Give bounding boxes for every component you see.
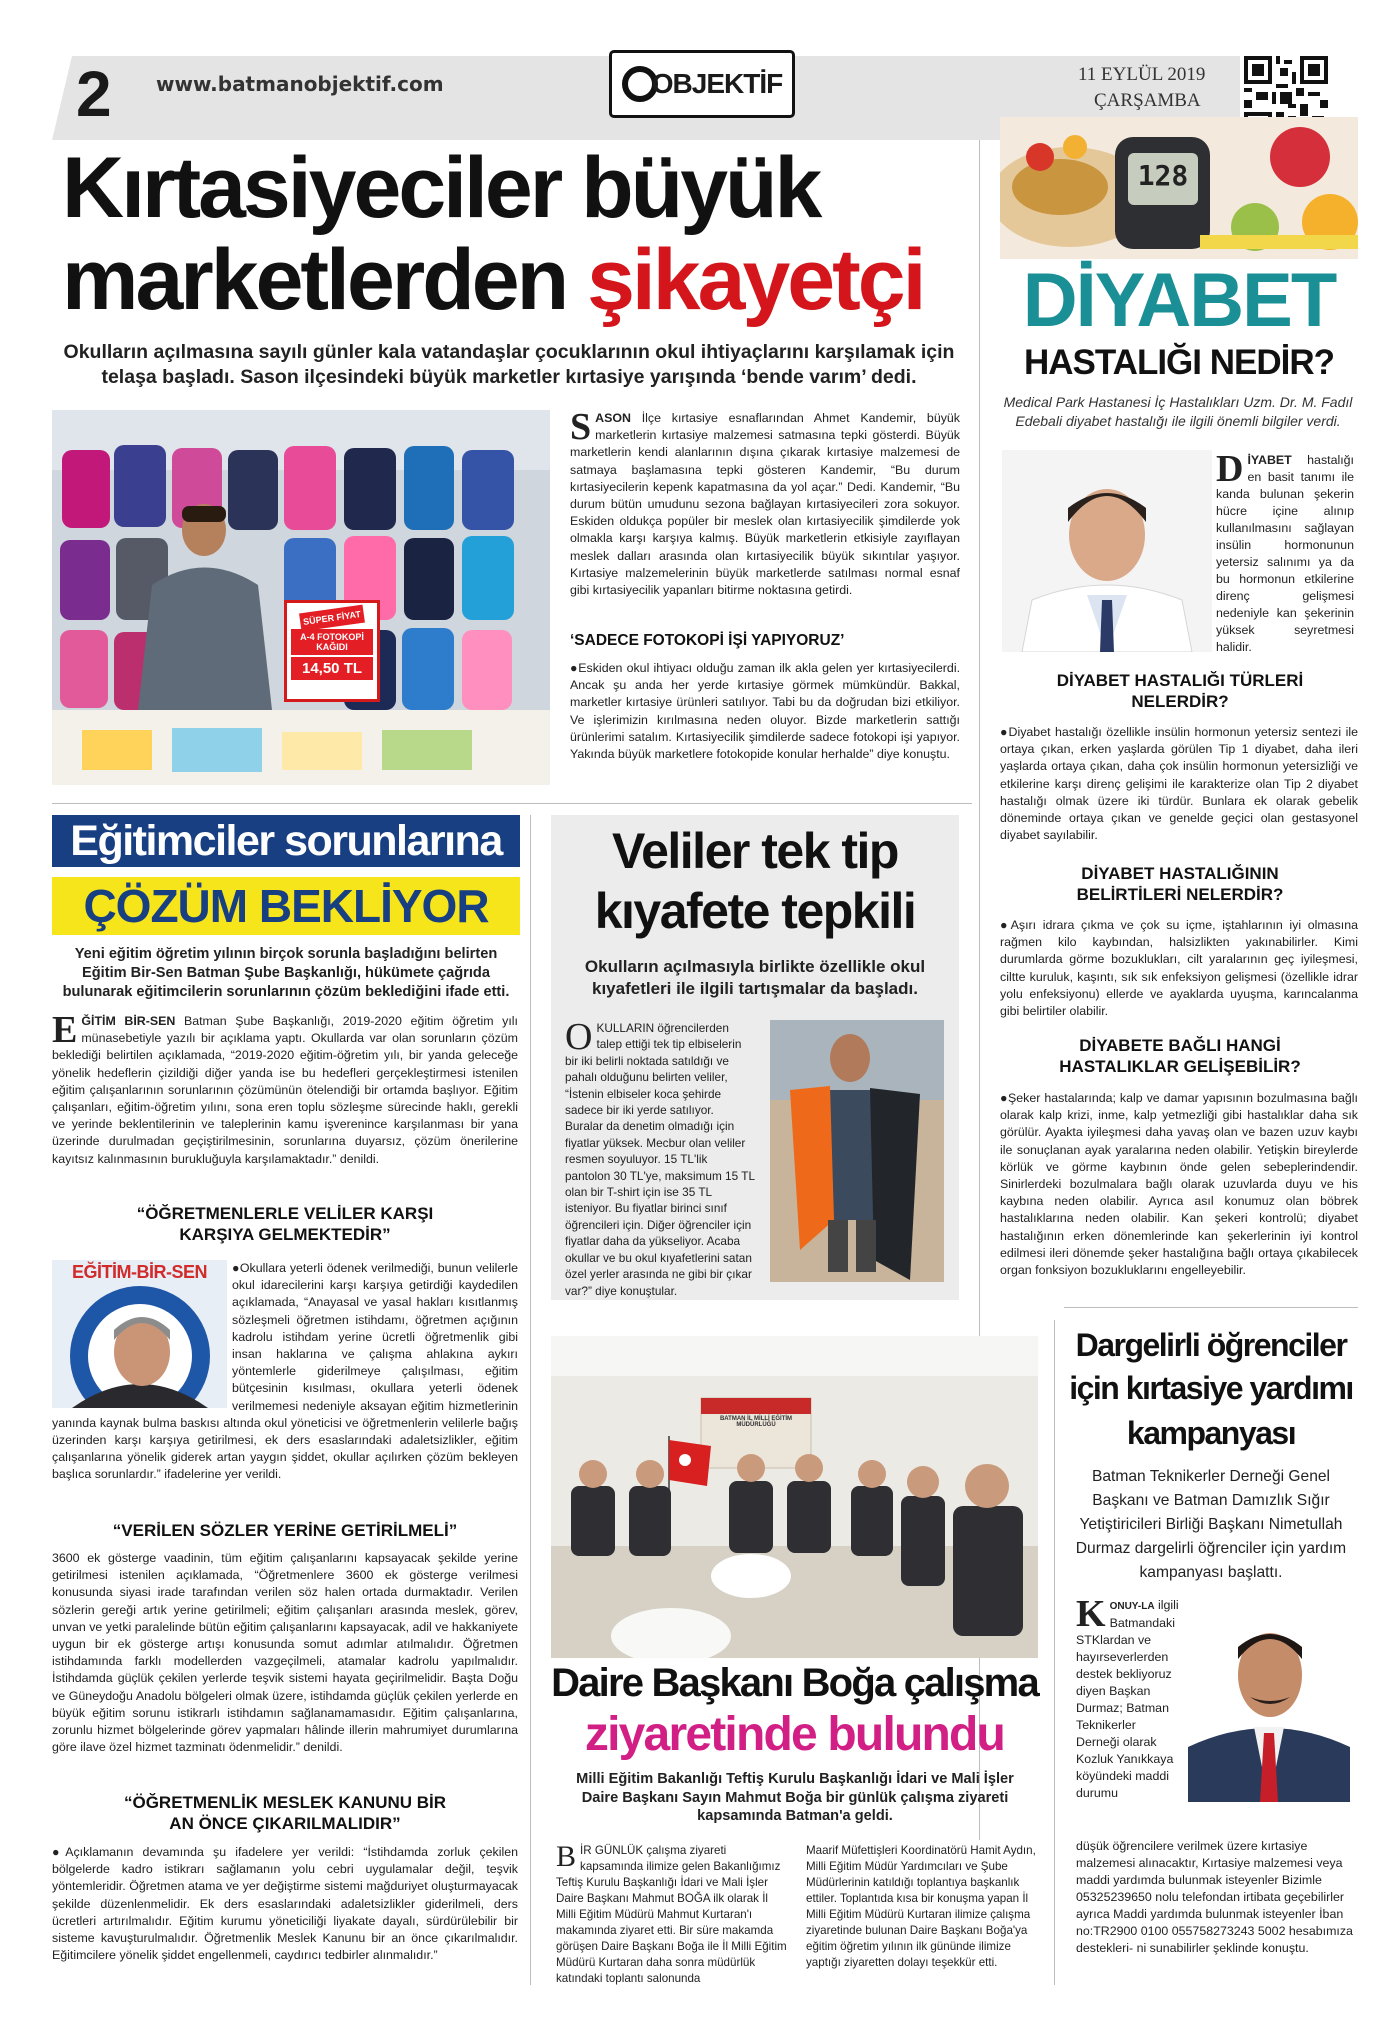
- meeting-photo: [551, 1336, 1038, 1658]
- divider-veliler-right: [979, 815, 980, 1315]
- diyabet-sub-2: DİYABET HASTALIĞININ BELİRTİLERİ NELERDİR?: [1076, 864, 1284, 904]
- boga-title-1: Daire Başkanı Boğa çalışma: [551, 1661, 1038, 1705]
- doctor-portrait-image: [1002, 450, 1212, 652]
- page-number: 2: [76, 58, 112, 130]
- diyabet-body-2: ● Diyabet hastalığı özellikle insülin hormonun yetersiz sentezi ile ortaya çıkan, erken yaşlarda görülen Tip 1 diyabet, daha ileri yaşlarda ortaya çıkan, daha çok insülin hormonun yetersizliği ve etkilerine karşı direnç gelişimi ile karakterize olan Tip 2 diyabet hastalığı olmak üzere iki türdür. Bunlara ek olarak gebelik döneminde ortaya çıkan ve genelde geçici olan gestasyonel diyabet sayılabilir.: [1000, 724, 1358, 844]
- boga-title-2: ziyaretinde bulundu: [584, 1708, 1005, 1761]
- logo-text: OBJEKTİF: [651, 68, 783, 99]
- veliler-dropcap: O: [565, 1016, 593, 1058]
- price-sign-burst: SÜPER FİYAT: [299, 605, 365, 632]
- egitim-body-2-text: ● Okullara yeterli ödenek verilmediği, bunun velilerle okul idarecilerini karşı karşıya getirdiği kaydedilen açıklamada, “Anayasal ve yasal hakları kısıtlanmış sözleşmeli öğretmen istihdamı, öğretmen açığının kadrolu istihdam yerine ücretli öğretmenlik gibi insan haklarına ve çalışma ahlakına aykırı yöntemlerle giderilmeye çalışılması, eğitim bütçesinin kısılması, okullara yeterli ödenek verilmemesi nedeniyle aksayan eğitim hizmetlerinin yanında kaynak bulma baskısı altında okul yöneticisi ve öğretmenlerin velilerle bağış üzerinden karşı karşıya getirilmesi, ek ders esaslarındaki adaletsizlikler, eğitim çalışanlarına yönelik giderek artan yaygın şiddet, okullar açılırken çözüm bekleyen başlıca sorunlardır.” ifadelerine yer verildi.: [52, 1261, 518, 1481]
- durmaz-photo: [1188, 1597, 1350, 1802]
- main-lead-word: ASON: [595, 411, 631, 425]
- egitim-sub-2: “VERİLEN SÖZLER YERİNE GETİRİLMELİ”: [112, 1521, 458, 1540]
- egitim-title-2: ÇÖZÜM BEKLİYOR: [52, 877, 520, 935]
- egitim-title-1: Eğitimciler sorunlarına: [52, 815, 520, 867]
- veliler-body-text: KULLARIN öğrencilerden talep ettiği tek tip elbiselerin bir iki belirli noktada satıldığı ve pahalı olduğunu belirten veliler, “İstenin elbiseler koca şehirde sadece bir iki yerde satılıyor. Buralar da denetim olmadığı için fiyatlar yüksek. Mecbur olan veliler resmen soyuluyor. 15 TL'lik pantolon 30 TL'ye, maksimum 15 TL olan bir T-shirt için ise 35 TL isteniyor. Bu fiyatlar birinci sınıf öğrencileri için. Diğer öğrenciler için fiyatlar daha da yükseliyor. Acaba okullar ve bu okul kıyafetlerini satan özel yerler arasında ne gibi bir çıkar var?” diye konuştular.: [565, 1021, 755, 1298]
- boga-col-1: [556, 1840, 789, 1987]
- diyabet-body-1-text: hastalığı en basit tanımı ile kanda bulunan şekerin hücre içine alınıp kullanılmasını sağlayan insülin hormonunun yetersiz salınımı ya da bu hormonun etkilerine direnç gelişmesi nedeniyle kan şekerinin yüksek seyretmesi halidir.: [1216, 453, 1354, 654]
- website-url[interactable]: www.batmanobjektif.com: [156, 72, 444, 96]
- boga-col-1-text: İR GÜNLÜK çalışma ziyareti kapsamında ilimize gelen Bakanlığımız Teftiş Kurulu Başkanlığı İdari ve Mali İşler Daire Başkanı Mahmut BOĞA ilk olarak İl Milli Eğitim Müdürü Mahmut Kurtaran'ı makamında ziyaret etti. Bir süre makamda görüşen Daire Başkanı Boğa ile İl Milli Eğitim Müdürü Kurtaran daha sonra müdürlük katındaki toplantı salonunda: [556, 1844, 787, 1985]
- diyabet-body-3: ● Aşırı idrara çıkma ve çok su içme, iştahlarının iyi olmasına rağmen kilo kaybından, halsizlikten yakınabilirler. Kimi durumlarda görme bozuklukları, cilt yaralarının geç iyileşmesi, ciltte kuruluk, kaşıntı, sık sık enfeksiyon gelişmesi (özellikle idrar yolu enfeksiyonu) ellerde ve ayaklarda uyuşma, karıncalanma gibi belirtiler olabilir.: [1000, 917, 1358, 1020]
- egitim-sub-1: “ÖĞRETMENLERLE VELİLER KARŞI KARŞIYA GELMEKTEDİR”: [136, 1204, 434, 1244]
- main-headline-line1: Kırtasiyeciler büyük: [62, 140, 820, 236]
- price-sign-price: 14,50 TL: [291, 657, 373, 680]
- veliler-title-1: Veliler tek tip: [612, 823, 898, 879]
- main-lead: Okulların açılmasına sayılı günler kala vatandaşlar çocuklarının okul ihtiyaçlarını karşılamak için telaşa başladı. Sason ilçesindeki büyük marketler kırtasiye yarışında ‘bende varım’ dedi.: [63, 341, 955, 388]
- egitim-dropcap: E: [52, 1009, 78, 1051]
- egitim-body-1-text: Batman Şube Başkanlığı, 2019-2020 eğitim öğretim yılı münasebetiyle yazılı bir açıklama yaptı. Okullarda var olan sorunların çözüm beklediği belirtilen açıklamada, “2019-2020 eğitim-öğretim yılı, bir yanda geleceğe yönelik hedeflerin çizildiği diğer yanda ise bu hedefleri gerçekleştirmesi istenilen eğitim çalışanlarının sorunlarının çözümünün ötelendiği bir ortamda başlıyor. Eğitim çalışanları, eğitim-öğretim yılını, sona eren toplu sözleşme sürecinde haklı, gerekli ve yerinde beklentilerinin ve taleplerinin kamu işverenince karşılanması bir yana üzerinde durulmadan geçiştirilmesinin, sorunlarına duyarsız, çözüm önerilerine kayıtsız kalınmasının burukluğuyla karşılamaktadır.” denildi.: [52, 1014, 518, 1166]
- egitim-body-4: ● Açıklamanın devamında şu ifadelere yer verildi: “İstihdamda zorluk çekilen bölgelerde kadro istikrarı sağlamanın yolu cebri uygulamalar değil, teşvik yöntemleridir. Öğretmen atama ve yer değiştirme sistemi mağduriyet oluşturmayacak şekilde düzenlenmelidir. Ek ders esaslarındaki adaletsizlikler giderilmeli, ders ücretleri artırılmalıdır. Eğitim kurumu yöneticiliği liyakate dayalı, sürdürülebilir bir sisteme kavuşturulmalıdır. Öğretmenlik Meslek Kanunu bir an önce çıkarılmalıdır. Eğitimcilere yönelik şiddet engellenmeli, caydırıcı tedbirler alınmalıdır.”: [52, 1844, 518, 1964]
- egitim-lead-word: ĞİTİM BİR-SEN: [81, 1014, 176, 1028]
- egitim-body-3: 3600 ek gösterge vaadinin, tüm eğitim çalışanlarını kapsayacak şekilde yerine getirilmesi istenilen açıklamada, “Öğretmenlere 3600 ek gösterge verilmesi konusunda siyasi irade tarafından verilen söz halen ortada durmaktadır. Verilen sözlerin gereği artık yerine getirilmeli; eğitim çalışanları arasında meslek, görev, unvan ve yetki paralelinde bütün eğitim çalışanlarını kapsayacak, adil ve hakkaniyete uygun bir ek gösterge artışı konusunda somut adımlar atılmalıdır. Öğretmen istihdamında farklı modellerden vazgeçilmeli, atamalar kadrolu yapılmalıdır. İstihdamda güçlük çekilen yerlerde teşvik sistemi hayata geçirilmelidir. Başta Doğu ve Güneydoğu Anadolu bölgeleri olmak üzere, istihdamda güçlük çekilen yerlerde en büyük eğitim sorunu istikrarlı istihdamın sağlanamamasıdır. Eğitim çalışanlarına, zorunlu hizmet bölgelerinde görev yapmaları hâlinde illerin mahrumiyet durumlarına göre ilave özel hizmet tazminatı ödenmelidir.” denildi.: [52, 1551, 518, 1755]
- school-uniform-photo: [770, 1020, 944, 1282]
- diyabet-body-4: ● Şeker hastalarında; kalp ve damar yapısının bozulmasına bağlı olarak kalp krizi, inme, kalp yetmezliği gibi hastalıklar daha sık görülür. Ayakta iyileşmesi daha yavaş olan ve bazen uzuv kaybı ile sonuçlanan ayak yaralarına neden olabilir. Yetişkin bireylerde körlük ve görme kaybının önde gelen sebeplerindendir. Sinirlerdeki bozulmalara bağlı olarak uzuvlarda duyu ve his kaybına neden olabilir. Ayrıca asıl konumuz olan böbrek hastalıklarına neden olabilir. Kan şekeri kontrolü; diyabet hastalığının erken dönemlerinde kan şekerlerinin iyi kontrol edilmesi ileri dönemde şeker hastalığına bağlı ortaya çıkabilecek organ fonksiyon bozukluklarını engelleyebilir.: [1000, 1090, 1358, 1279]
- diyabet-lead-word: İYABET: [1247, 453, 1292, 467]
- dargelirli-lead-word: ONUY-LA: [1109, 1601, 1155, 1612]
- doctor-photo: [1002, 450, 1212, 652]
- issue-date: 11 EYLÜL 2019: [1078, 64, 1206, 85]
- egitim-sub-3: “ÖĞRETMENLİK MESLEK KANUNU BİR AN ÖNCE ÇIKARILMALIDIR”: [123, 1793, 447, 1833]
- boga-dropcap: B: [556, 1840, 577, 1873]
- meeting-banner-label: BATMAN İL MİLLİ EĞİTİM MÜDÜRLÜĞÜ: [719, 1416, 793, 1428]
- boga-lead: Milli Eğitim Bakanlığı Teftiş Kurulu Başkanlığı İdari ve Mali İşler Daire Başkanı Sayın Mahmut Boğa bir günlük çalışma ziyareti kapsamında Batman'a geldi.: [576, 1771, 1014, 1824]
- diyabet-body-1: [1216, 448, 1354, 656]
- egitim-lead: Yeni eğitim öğretim yılının birçok sorunla başladığını belirten Eğitim Bir-Sen Batman Şube Başkanlığı, hükümete çağrıda bulunarak eğitimcilerin sorunlarının çözüm beklediğini ifade etti.: [62, 946, 510, 1000]
- issue-weekday: ÇARŞAMBA: [1094, 90, 1201, 111]
- main-headline-line2: [62, 232, 982, 328]
- logo[interactable]: [609, 50, 795, 118]
- divider-boga-right: [1054, 1320, 1055, 1985]
- dargelirli-title-2: için kırtasiye yardımı: [1069, 1370, 1353, 1406]
- veliler-body: [565, 1016, 755, 1299]
- boga-col-2: Maarif Müfettişleri Koordinatörü Hamit Aydın, Milli Eğitim Müdür Yardımcıları ve Şube Müdürlerinin katıldığı toplantıya başkanlık ettiler. Toplantıda kısa bir konuşma yapan İl Milli Eğitim Müdürü Kurtaran ilimize çalışma ziyaretinde bulunan Daire Başkanı Boğa'ya eğitim öğretim yılının ilk gününde ilimize yaptığı ziyaretten dolayı teşekkür etti.: [806, 1844, 1036, 1969]
- main-dropcap: S: [570, 406, 592, 448]
- bags-wall-image: [52, 410, 550, 785]
- diyabet-subtitle: HASTALIĞI NEDİR?: [1023, 343, 1334, 382]
- main-subhead: ‘SADECE FOTOKOPİ İŞİ YAPIYORUZ’: [570, 632, 845, 649]
- diyabet-title: DİYABET: [1022, 258, 1336, 343]
- diabetes-photo: [1000, 117, 1358, 259]
- diyabet-sub-3: DİYABETE BAĞLI HANGİ HASTALIKLAR GELİŞEBİLİR?: [1059, 1036, 1301, 1076]
- price-sign: [284, 600, 380, 702]
- divider-main-bottom: [52, 803, 972, 804]
- dargelirli-title-1: Dargelirli öğrenciler: [1075, 1327, 1347, 1363]
- egitim-body-1: [52, 1009, 518, 1168]
- veliler-title-2: kıyafete tepkili: [594, 883, 916, 939]
- main-story-body: [570, 406, 960, 599]
- divider-egitim-right: [530, 815, 531, 1985]
- main-body-1: İlçe kırtasiye esnaflarından Ahmet Kandemir, büyük marketlerin kırtasiye malzemesi satmasına tepki gösterdi. Büyük marketlerin kendi alanlarının dışına çıkarak kırtasiye malzemesi de satmaya başlamasına tepki gösteren Kandemir, “Bu durum kırtasiyecilerin kepenk kapatmasına da yol açar.” Dedi. Kandemir, “Bu durum bütün umudunu sezona bağlayan kırtasiyecileri zora sokuyor. Eskiden oldukça popüler bir meslek olan kırtasiyecilik şimdilerde yok olmakla karşı karşıya kalmış. Büyük marketlerin etkisiyle zayıflayan meslek dalları arasında olan kırtasiyecilik büyük sıkıntılar yaşıyor. Kırtasiye malzemelerinin büyük marketlerde satılması normal esnaf gibi kırtasiyecilik yapanları bitirme noktasına getirdi.: [570, 411, 960, 598]
- dargelirli-dropcap: K: [1076, 1593, 1106, 1635]
- price-sign-item: A-4 FOTOKOPİ KAĞIDI: [291, 629, 373, 655]
- dargelirli-body-narrow-text: ilgili Batmandaki STKlardan ve hayırseverlerden destek bekliyoruz diyen Başkan Durmaz; Batman Teknikerler Derneği olarak Kozluk Yanıkkaya köyündeki maddi durumu: [1076, 1598, 1179, 1800]
- union-banner: EĞİTİM-BİR-SEN: [72, 1262, 207, 1282]
- diyabet-intro: Medical Park Hastanesi İç Hastalıkları Uzm. Dr. M. Fadıl Edebali diyabet hastalığı ile ilgili önemli bilgiler verdi.: [1003, 394, 1353, 429]
- egitim-body-2: [52, 1260, 518, 1484]
- meter-reading: 128: [1137, 159, 1189, 192]
- diyabet-sub-1: DİYABET HASTALIĞI TÜRLERİ NELERDİR?: [1056, 671, 1304, 711]
- dargelirli-body-wide: düşük öğrencilere verilmek üzere kırtasiye malzemesi alınacaktır, Kırtasiye malzemesi veya maddi yardımda bulunmak isteyenler Bizimle 05325239650 nolu telefondan irtibata geçebilirler ayrıca Maddi yardımda bulunmak isteyenler İban no:TR2900 0100 055758273243 5002 hesabımıza destekleri- ni sunabilirler şeklinde konuştu.: [1076, 1839, 1353, 1955]
- meeting-room-image: [551, 1336, 1038, 1658]
- divider-diyabet-bottom: [1064, 1307, 1358, 1308]
- main-headline-word-red: şikayetçi: [587, 232, 924, 328]
- main-headline-word-black: marketlerden: [62, 232, 567, 328]
- dargelirli-lead: Batman Teknikerler Derneği Genel Başkanı ve Batman Damızlık Sığır Yetiştiricileri Birliği Başkanı Nimetullah Durmaz dargelirli öğrenciler için yardım kampanyası başlattı.: [1075, 1468, 1347, 1581]
- main-body-2: ● Eskiden okul ihtiyacı olduğu zaman ilk akla gelen yer kırtasiyecilerdi. Ancak şu anda her yerde kırtasiye görmek mümkündür. Bakkal, marketler kırtasiye ürünleri satılıyor. Tabi bu da doğrudan bizi etkiliyor. Ve işlerimizin kırılmasına neden oluyor. Bizde marketlerin sattığı ürünlerimi satalım. Kırtasiyecilik şimdilerde sadece fotokopi işi yapıyor. Yakında büyük marketlere fotokopide konular herhalde” diye konuştu.: [570, 660, 960, 763]
- durmaz-portrait-image: [1188, 1597, 1350, 1802]
- stationery-shop-photo: [52, 410, 550, 785]
- veliler-lead: Okulların açılmasıyla birlikte özellikle okul kıyafetleri ile ilgili tartışmalar da başladı.: [584, 957, 926, 998]
- child-uniform-image: [770, 1020, 944, 1282]
- dargelirli-title-3: kampanyası: [1126, 1415, 1296, 1451]
- dargelirli-body-narrow: [1076, 1593, 1180, 1802]
- diyabet-dropcap: D: [1216, 448, 1244, 490]
- egitim-photo-spacer: [52, 1260, 232, 1410]
